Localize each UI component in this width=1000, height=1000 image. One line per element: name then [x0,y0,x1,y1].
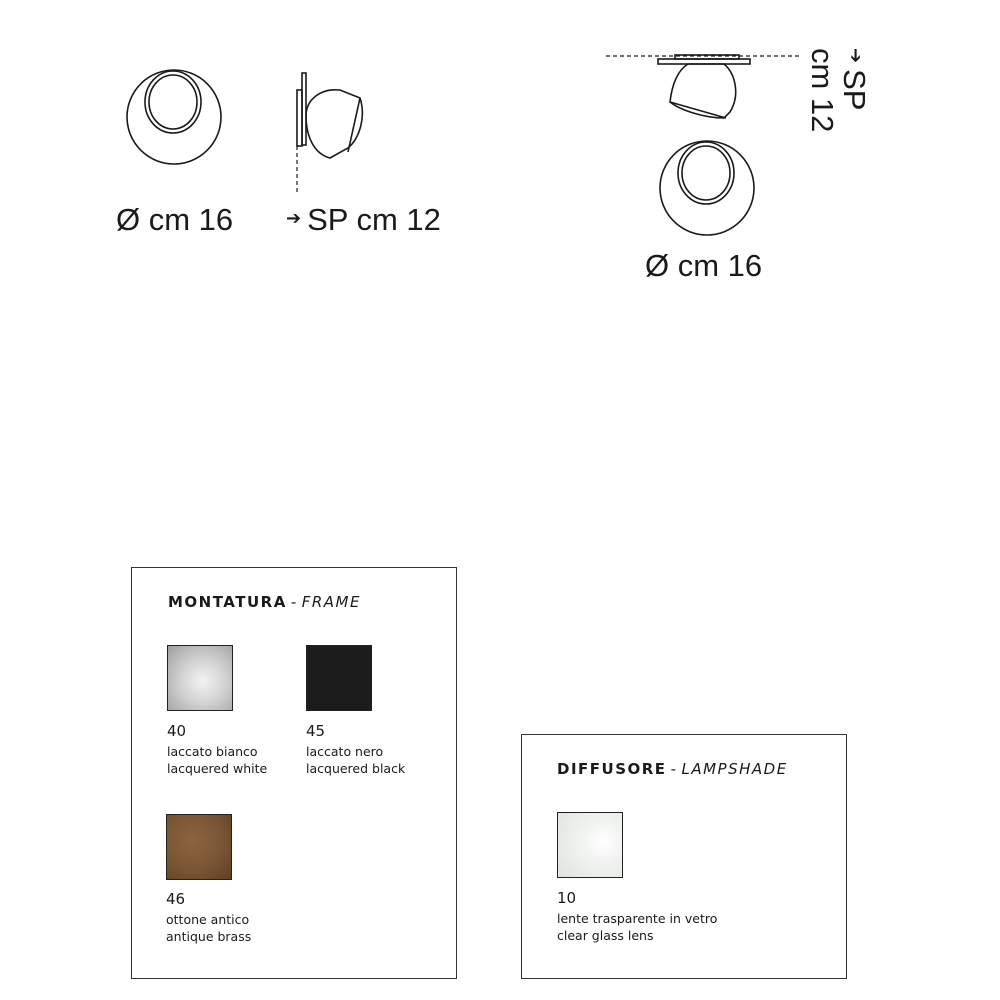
swatch-antique-brass[interactable] [166,814,232,880]
arrow-right-icon: ➔ [286,208,302,229]
swatch-clear-glass[interactable] [557,812,623,878]
diffuser-panel-title: DIFFUSORE - LAMPSHADE [557,760,788,778]
swatch-lacquered-white[interactable] [167,645,233,711]
ceiling-lamp-front-view [660,141,754,235]
finish-name-en: antique brass [166,929,252,944]
wall-front-diameter-label: Ø cm 16 [116,202,234,237]
finish-name-en: lacquered black [306,761,406,776]
ceiling-lamp-side-view [606,55,800,118]
frame-finish-panel [131,567,457,979]
arrow-down-icon: ➔ [845,48,866,64]
ceiling-depth-label: ➔SP cm 12 [805,48,872,133]
finish-name-it: laccato bianco [167,744,258,759]
finish-name-en: clear glass lens [557,928,654,943]
frame-panel-title: MONTATURA - FRAME [168,593,361,611]
swatch-lacquered-black[interactable] [306,645,372,711]
wall-lamp-front-view [127,70,221,164]
finish-name-it: ottone antico [166,912,250,927]
finish-name-it: laccato nero [306,744,384,759]
finish-code: 46 [166,890,186,908]
finish-code: 10 [557,889,577,907]
wall-side-depth-label: ➔ SP cm 12 [286,202,441,237]
diffuser-finish-panel [521,734,847,979]
finish-code: 45 [306,722,326,740]
finish-name-en: lacquered white [167,761,268,776]
finish-code: 40 [167,722,187,740]
wall-lamp-side-view [297,73,362,195]
ceiling-front-diameter-label: Ø cm 16 [645,248,763,283]
finish-name-it: lente trasparente in vetro [557,911,718,926]
